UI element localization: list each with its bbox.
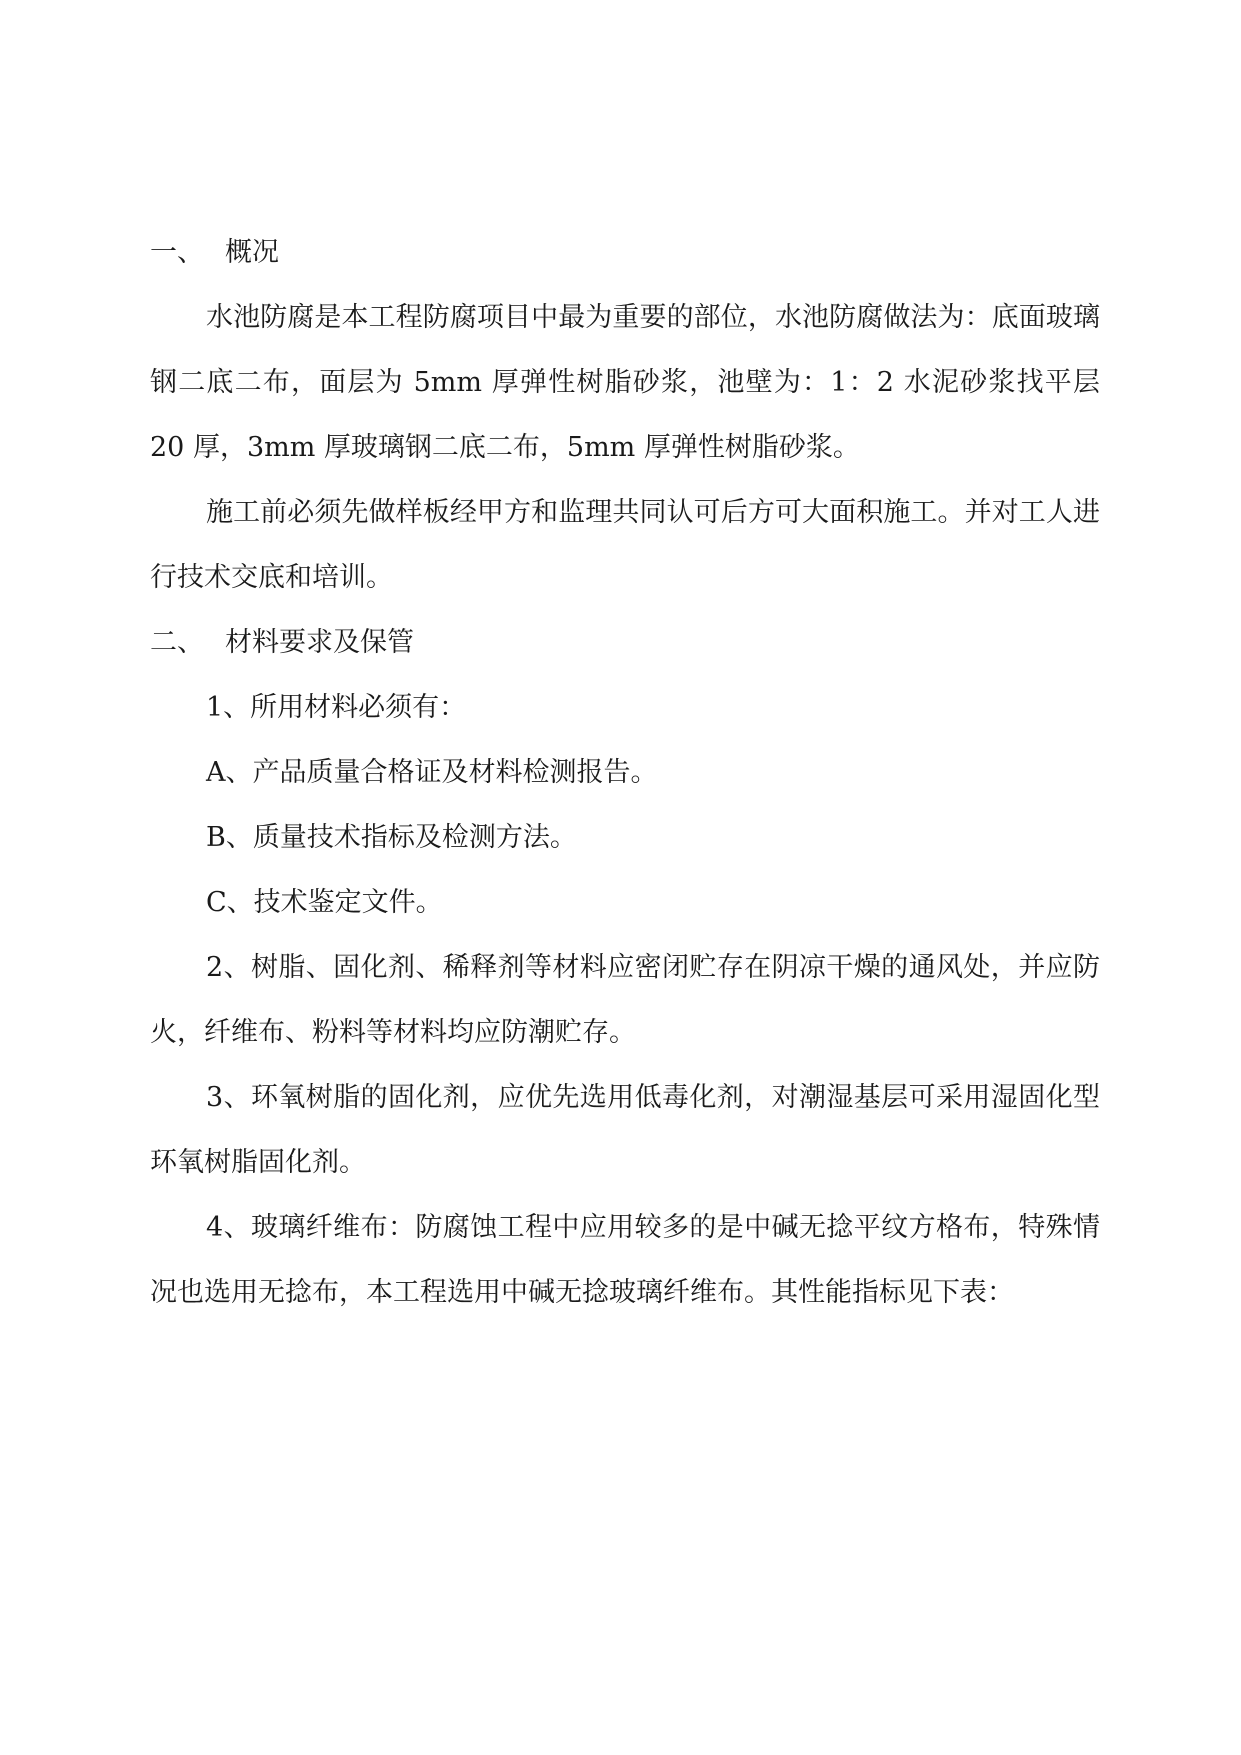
section-title: 概况 <box>225 237 279 268</box>
paragraph-glass-fiber: 4、玻璃纤维布：防腐蚀工程中应用较多的是中碱无捻平纹方格布，特殊情况也选用无捻布，本工程选用中碱无捻玻璃纤维布。其性能指标见下表： <box>150 1212 1100 1308</box>
paragraph-pool-anticorrosion: 水池防腐是本工程防腐项目中最为重要的部位，水池防腐做法为：底面玻璃钢二底二布，面层为 5mm 厚弹性树脂砂浆，池壁为：1：2 水泥砂浆找平层 20 厚，3mm 厚玻璃钢二底二布，5mm 厚弹性树脂砂浆。 <box>150 302 1100 463</box>
section-number: 二、 <box>150 627 204 658</box>
list-item-sub-c: C、技术鉴定文件。 <box>206 887 443 918</box>
paragraph-storage: 2、树脂、固化剂、稀释剂等材料应密闭贮存在阴凉干燥的通风处，并应防火，纤维布、粉料等材料均应防潮贮存。 <box>150 952 1100 1048</box>
paragraph-sample-approval: 施工前必须先做样板经甲方和监理共同认可后方可大面积施工。并对工人进行技术交底和培训。 <box>150 497 1100 593</box>
section-heading-overview <box>150 220 1100 285</box>
list-item-required-docs: 1、所用材料必须有： <box>206 692 467 723</box>
list-item-sub-b: B、质量技术指标及检测方法。 <box>206 822 577 853</box>
document-body <box>150 220 1100 1325</box>
section-heading-materials <box>150 610 1100 675</box>
paragraph-curing-agent: 3、环氧树脂的固化剂，应优先选用低毒化剂，对潮湿基层可采用湿固化型环氧树脂固化剂。 <box>150 1082 1100 1178</box>
section-title: 材料要求及保管 <box>225 627 414 658</box>
list-item-sub-a: A、产品质量合格证及材料检测报告。 <box>206 757 658 788</box>
section-number: 一、 <box>150 237 204 268</box>
